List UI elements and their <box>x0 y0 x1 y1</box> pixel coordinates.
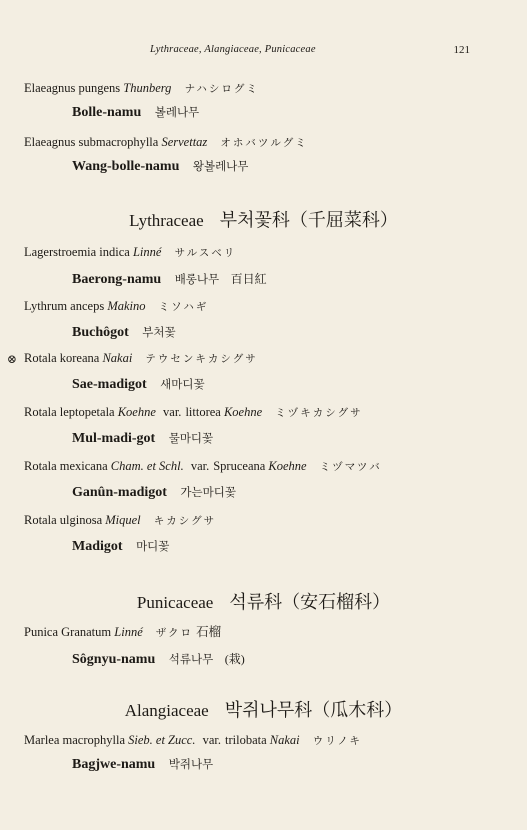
scientific-name <box>24 298 208 316</box>
hangul-name: 마디꽃 <box>136 541 170 553</box>
variety-name: Spruceana <box>213 459 266 473</box>
scientific-name <box>24 732 362 750</box>
species-name: Elaeagnus pungens <box>24 81 121 95</box>
species-name: Rotala ulginosa <box>24 513 103 527</box>
japanese-name: テウセンキカシグサ <box>145 354 258 365</box>
romanized-name: Mul-madi-got <box>72 431 156 446</box>
family-latin-name: Alangiaceae <box>124 701 209 720</box>
korean-common-name <box>72 270 267 289</box>
scientific-name <box>24 624 221 642</box>
author: Cham. et Schl. <box>110 459 184 473</box>
hangul-name: 왕볼레나무 <box>192 161 249 173</box>
cultivated-mark: (栽) <box>224 652 245 666</box>
hangul-name: 박쥐나무 <box>168 759 214 771</box>
variety-name: trilobata <box>225 733 267 747</box>
korean-common-name <box>72 158 248 176</box>
japanese-name: ミソハギ <box>158 302 209 313</box>
variety-name: littorea <box>185 405 221 419</box>
japanese-name: ウリノキ <box>312 736 362 747</box>
korean-common-name <box>72 538 169 556</box>
species-name: Elaeagnus submacrophylla <box>24 135 159 149</box>
scientific-name <box>24 458 382 476</box>
hangul-name: 석류나무 <box>168 654 214 666</box>
hangul-name: 물마디꽃 <box>168 433 214 445</box>
romanized-name: Baerong-namu <box>72 272 162 287</box>
hangul-name: 부처꽃 <box>142 327 176 339</box>
hangul-name: 볼레나무 <box>154 107 200 119</box>
japanese-name: ナハシログミ <box>184 84 259 95</box>
romanized-name: Buchôgot <box>72 325 129 340</box>
author: Koehne <box>117 405 156 419</box>
korean-common-name <box>72 484 236 502</box>
korean-common-name <box>72 376 205 394</box>
family-hanja-name: （千屈菜科） <box>289 210 398 230</box>
romanized-name: Wang-bolle-namu <box>72 159 180 174</box>
hanja-name: 石榴 <box>196 625 222 639</box>
romanized-name: Bolle-namu <box>72 105 142 120</box>
author: Sieb. et Zucc. <box>128 733 196 747</box>
family-latin-name: Punicaceae <box>136 593 214 612</box>
japanese-name: ミヅマツバ <box>319 462 382 473</box>
species-name: Lythrum anceps <box>24 299 105 313</box>
variety-abbrev: var. <box>202 733 221 747</box>
family-heading <box>0 696 527 722</box>
author: Linné <box>114 625 143 639</box>
family-latin-name: Lythraceae <box>129 211 204 230</box>
author: Linné <box>132 245 162 259</box>
species-name: Marlea macrophylla <box>24 733 125 747</box>
japanese-name: ミヅキカシグサ <box>275 408 363 419</box>
korean-common-name <box>72 650 245 669</box>
romanized-name: Bagjwe-namu <box>72 757 156 772</box>
hangul-name: 새마디꽃 <box>160 379 205 391</box>
japanese-name: キカシグサ <box>153 516 217 527</box>
family-korean-name: 부처꽃科 <box>219 210 290 230</box>
species-name: Lagerstroemia indica <box>24 245 130 259</box>
family-heading <box>0 588 527 614</box>
author: Servettaz <box>161 135 208 149</box>
romanized-name: Ganûn-madigot <box>72 485 167 500</box>
species-name: Punica Granatum <box>24 625 112 639</box>
japanese-name: ザクロ <box>155 628 193 639</box>
page-number: 121 <box>453 44 470 56</box>
scientific-name <box>24 80 259 98</box>
romanized-name: Sae-madigot <box>72 377 147 392</box>
family-heading <box>0 206 527 232</box>
family-korean-name: 박쥐나무科 <box>224 700 313 720</box>
author: Thunberg <box>123 81 172 95</box>
korean-common-name <box>72 104 199 122</box>
family-hanja-name: （瓜木科） <box>312 700 403 720</box>
hangul-name: 가는마디꽃 <box>180 487 236 499</box>
scientific-name <box>7 350 258 368</box>
romanized-name: Madigot <box>72 539 123 554</box>
scientific-name <box>24 134 308 152</box>
page-header <box>0 44 527 60</box>
variety-author: Nakai <box>269 733 300 747</box>
korean-common-name <box>72 756 213 774</box>
variety-abbrev: var. <box>190 459 210 473</box>
family-korean-name: 석류科 <box>229 592 283 612</box>
family-hanja-name: （安石榴科） <box>282 592 391 612</box>
cross-circle-marker: ⊗ <box>7 352 18 366</box>
variety-abbrev: var. <box>163 405 182 419</box>
korean-common-name <box>72 324 176 342</box>
species-name: Rotala leptopetala <box>24 405 115 419</box>
author: Nakai <box>102 351 133 365</box>
species-name: Rotala mexicana <box>24 459 108 473</box>
running-title: Lythraceae, Alangiaceae, Punicaceae <box>150 44 316 55</box>
romanized-name: Sôgnyu-namu <box>72 652 156 667</box>
japanese-name: サルスベリ <box>174 248 237 259</box>
species-name: Rotala koreana <box>24 351 100 365</box>
scientific-name <box>24 512 216 530</box>
hangul-name: 배롱나무 <box>174 274 220 286</box>
author: Makino <box>107 299 146 313</box>
scientific-name <box>24 404 363 422</box>
author: Miquel <box>105 513 141 527</box>
hanja-name: 百日紅 <box>230 272 267 286</box>
korean-common-name <box>72 430 213 448</box>
variety-author: Koehne <box>268 459 307 473</box>
scientific-name <box>24 244 236 262</box>
variety-author: Koehne <box>223 405 263 419</box>
japanese-name: オホバツルグミ <box>220 138 308 149</box>
